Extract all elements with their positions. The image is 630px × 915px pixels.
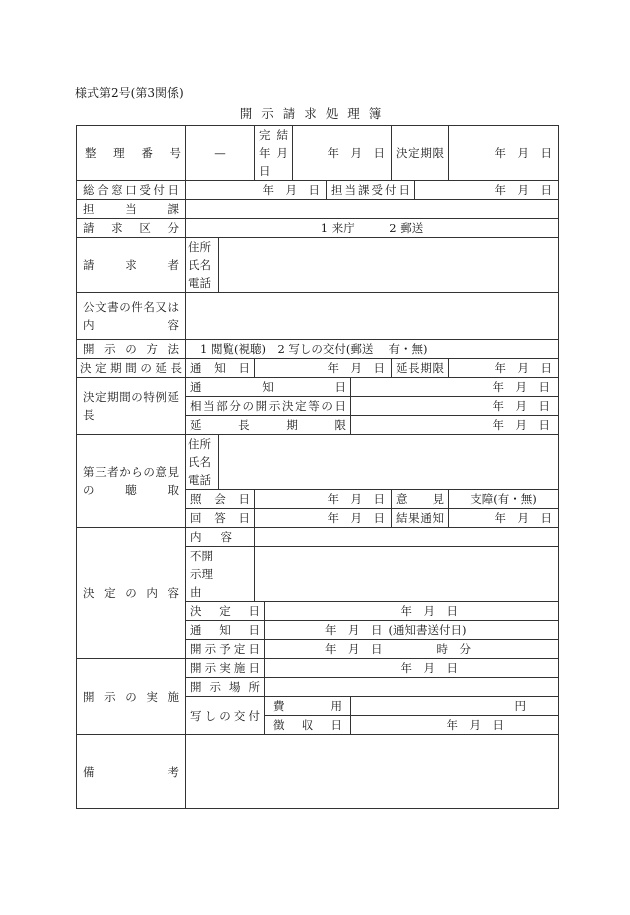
tsuchi-date-text: 年 月 日 [325,623,383,637]
tokurei-kigen-date: 年 月 日 [351,416,559,435]
table-row [77,200,559,219]
ketteibi-date: 年 月 日 [265,602,559,621]
madoguchi-uketsuke-date: 年 月 日 [186,181,327,200]
kaiji-basho-label: 開示場所 [186,678,265,697]
encho-kigen-date: 年 月 日 [449,359,559,378]
kaiji-yoteibi-time: 時 分 [436,642,471,656]
fukaiji-riyu-value [255,547,559,602]
seikyusha-addr-label: 住所氏名電話 [186,238,219,293]
naiyou-label: 内容 [186,528,255,547]
kaiji-houhou-value: 1 閲覧(視聴) 2 写しの交付(郵送 有・無) [186,340,559,359]
kaiji-houhou-label: 開示の方法 [77,340,186,359]
shoukaibi-label: 照会日 [186,490,255,509]
seiri-bango-label: 整理番号 [77,126,186,181]
madoguchi-uketsuke-label: 総合窓口受付日 [77,181,186,200]
table-row [77,735,559,809]
iken-value: 支障(有・無) [449,490,559,509]
kaiji-yoteibi-date-text: 年 月 日 [325,642,383,656]
tokurei-kigen-label: 延長期限 [186,416,351,435]
encho-tsuchibi-label: 通知日 [186,359,255,378]
table-row [77,238,559,293]
table-row [77,659,559,678]
choushubi-date: 年 月 日 [351,716,559,735]
bikou-value [186,735,559,809]
kettei-kigen-date: 年 月 日 [449,126,559,181]
tokurei-tsuchibi-date: 年 月 日 [351,378,559,397]
table-row [77,293,559,340]
hiyou-label: 費用 [265,697,351,716]
kekka-tsuchi-date: 年 月 日 [449,509,559,528]
kaiji-jisshibi-label: 開示実施日 [186,659,265,678]
kekka-tsuchi-label: 結果通知 [392,509,449,528]
encho-tsuchibi-date: 年 月 日 [255,359,392,378]
seiri-bango-value: — [186,126,255,181]
table-row [77,359,559,378]
tsuchi-date [265,621,559,640]
table-row [77,126,559,181]
daisansha-label: 第三者からの意見の聴取 [77,435,186,528]
kettei-naiyou-label: 決定の内容 [77,528,186,659]
seikyusha-label: 請求者 [77,238,186,293]
iken-label: 意見 [392,490,449,509]
soutou-bubun-label: 相当部分の開示決定等の日 [186,397,351,416]
shoukaibi-date: 年 月 日 [255,490,392,509]
encho-kigen-label: 延長期限 [392,359,449,378]
ketteibi-label: 決定日 [186,602,265,621]
kaiji-yoteibi-date [265,640,559,659]
kettei-encho-label: 決定期間の延長 [77,359,186,378]
kaiji-basho-value [265,678,559,697]
tanto-ka-label: 担当課 [77,200,186,219]
tanto-uketsuke-label: 担当課受付日 [327,181,415,200]
table-row [77,435,559,490]
tokurei-encho-label: 決定期間の特例延長 [77,378,186,435]
koubunsho-value [186,293,559,340]
kaitoubi-date: 年 月 日 [255,509,392,528]
kanketsu-label: 完結年月日 [255,126,293,181]
tanto-uketsuke-date: 年 月 日 [415,181,559,200]
table-row [77,378,559,397]
choushubi-label: 徴収日 [265,716,351,735]
seikyu-kubun-value: 1 来庁 2 郵送 [186,219,559,238]
tsuchi-note: (通知書送付日) [388,623,467,637]
table-row [77,219,559,238]
table-row [77,340,559,359]
utsushi-koufu-label: 写しの交付 [186,697,265,735]
kaiji-jisshibi-date: 年 月 日 [265,659,559,678]
hiyou-value: 円 [351,697,559,716]
bikou-label: 備考 [77,735,186,809]
tanto-ka-value [186,200,559,219]
daisansha-addr-label: 住所氏名電話 [186,435,219,490]
page-title: 開示請求処理簿 [239,106,391,121]
tokurei-tsuchibi-label: 通知日 [186,378,351,397]
seikyu-kubun-label: 請求区分 [77,219,186,238]
form-number-label: 様式第2号(第3関係) [75,86,184,100]
kaiji-yoteibi-label: 開示予定日 [186,640,265,659]
kanketsu-date: 年 月 日 [293,126,392,181]
table-row [77,181,559,200]
tsuchi-label: 通知日 [186,621,265,640]
seikyusha-value [219,238,559,293]
kaiji-jisshi-label: 開示の実施 [77,659,186,735]
fukaiji-riyu-label: 不開示理由 [186,547,255,602]
table-row [77,528,559,547]
koubunsho-label: 公文書の件名又は内容 [77,293,186,340]
kaitoubi-label: 回答日 [186,509,255,528]
kettei-kigen-label: 決定期限 [392,126,449,181]
naiyou-value [255,528,559,547]
processing-ledger-table [76,125,559,809]
daisansha-value [219,435,559,490]
soutou-bubun-date: 年 月 日 [351,397,559,416]
